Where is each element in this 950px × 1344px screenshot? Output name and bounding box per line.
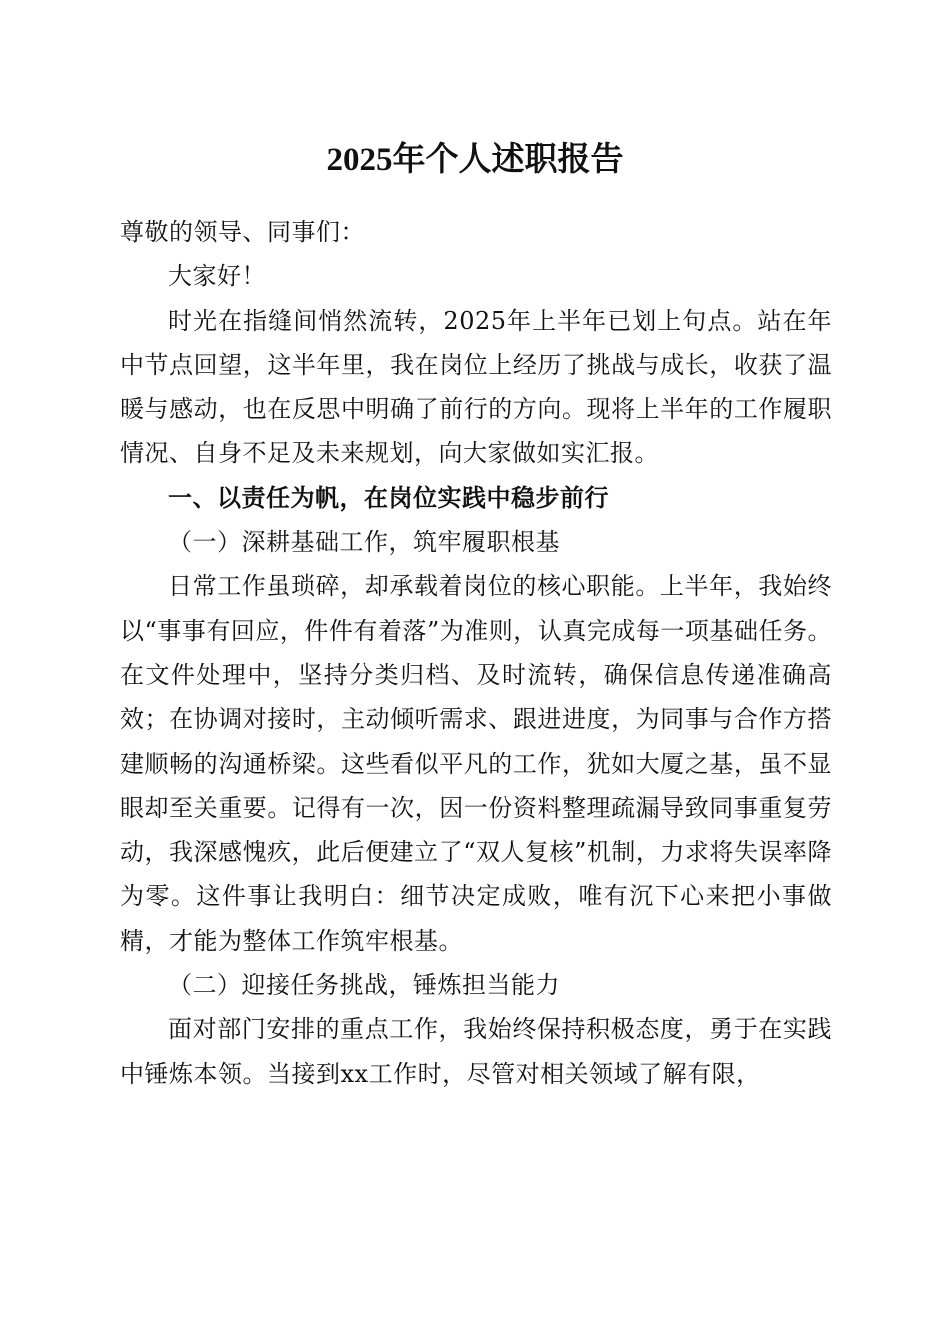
- salutation: 尊敬的领导、同事们：: [120, 218, 365, 246]
- subsection-1-paragraph: 日常工作虽琐碎，却承载着岗位的核心职能。上半年，我始终以“事事有回应，件件有着落”为准则，认真完成每一项基础任务。在文件处理中，坚持分类归档、及时流转，确保信息传递准确高效；在协调对接时，主动倾听需求、跟进进度，为同事与合作方搭建顺畅的沟通桥梁。这些看似平凡的工作，犹如大厦之基，虽不显眼却至关重要。记得有一次，因一份资料整理疏漏导致同事重复劳动，我深感愧疚，此后便建立了“双人复核”机制，力求将失误率降为零。这件事让我明白：细节决定成败，唯有沉下心来把小事做精，才能为整体工作筑牢根基。: [120, 572, 832, 955]
- subsection-2-paragraph: 面对部门安排的重点工作，我始终保持积极态度，勇于在实践中锤炼本领。当接到xx工作时，尽管对相关领域了解有限，: [120, 1015, 832, 1088]
- subsection-heading-2: （二）迎接任务挑战，锤炼担当能力: [168, 971, 560, 1000]
- section-heading-1: 一、以责任为帆，在岗位实践中稳步前行: [168, 483, 609, 512]
- subsection-heading-1: （一）深耕基础工作，筑牢履职根基: [168, 528, 560, 557]
- greeting: 大家好！: [168, 262, 266, 291]
- document-title: 2025年个人述职报告: [326, 142, 624, 178]
- document-body: [120, 210, 832, 1096]
- intro-paragraph: 时光在指缝间悄然流转，2025年上半年已划上句点。站在年中节点回望，这半年里，我在岗位上经历了挑战与成长，收获了温暖与感动，也在反思中明确了前行的方向。现将上半年的工作履职情况、自身不足及未来规划，向大家做如实汇报。: [120, 306, 832, 468]
